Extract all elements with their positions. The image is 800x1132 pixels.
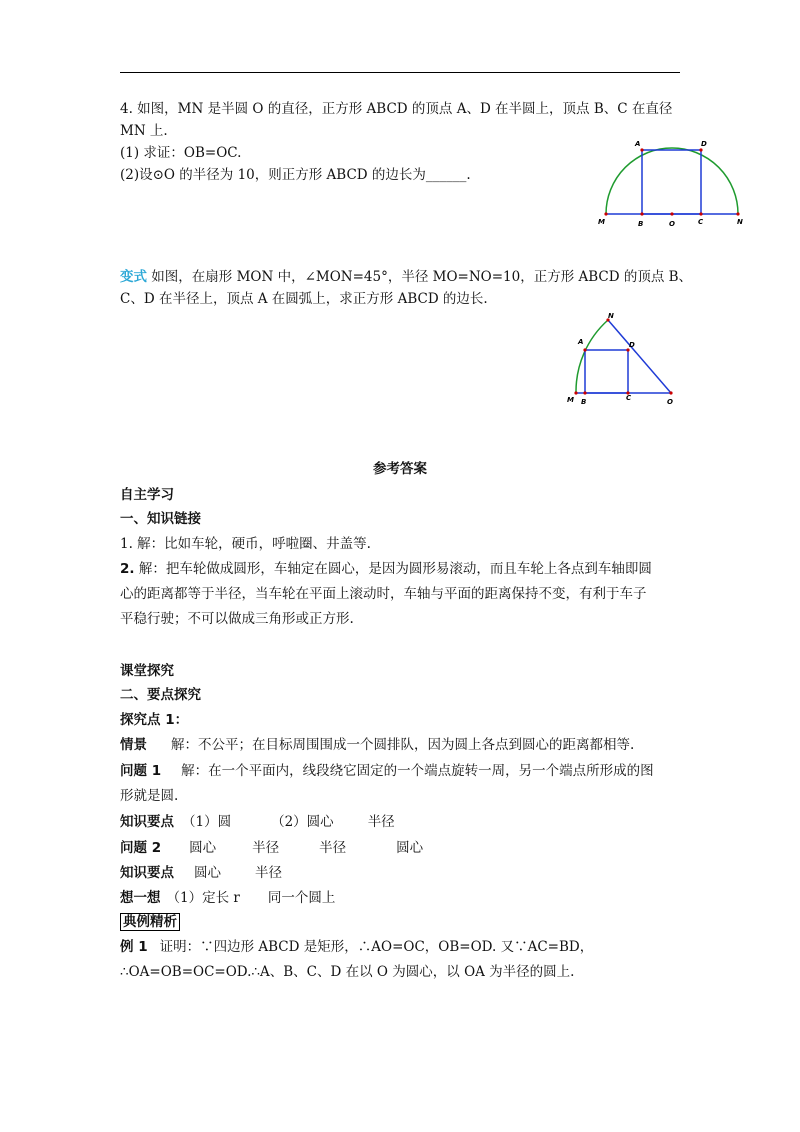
- think-b: 同一个圆上: [267, 890, 336, 906]
- kp1-label: 知识要点: [120, 814, 174, 830]
- kp1-a: （1）圆: [182, 814, 232, 830]
- q2-c: 半径: [319, 840, 347, 856]
- example-header-row: [120, 913, 180, 931]
- sector-figure: [563, 308, 683, 408]
- problem4-part2: (2)设⊙O 的半径为 10，则正方形 ABCD 的边长为______.: [120, 167, 471, 183]
- q2-label: 问题 2: [120, 840, 162, 856]
- variant-line2: C、D 在半径上，顶点 A 在圆弧上，求正方形 ABCD 的边长.: [120, 291, 488, 307]
- sector-arc: [576, 320, 608, 393]
- label-d: D: [701, 140, 707, 148]
- scene-text: 解：不公平；在目标周围围成一个圆排队，因为圆上各点到圆心的距离都相等.: [171, 737, 635, 753]
- semicircle-figure: [592, 136, 752, 232]
- label-m: M: [567, 396, 574, 404]
- kp2-label: 知识要点: [120, 865, 174, 881]
- label-m: M: [598, 218, 605, 226]
- label-n: N: [608, 312, 614, 320]
- kp1-row: [120, 813, 395, 831]
- label-d: D: [629, 341, 635, 349]
- example1-label: 例 1: [120, 939, 148, 955]
- header-rule: [120, 72, 680, 73]
- answer2-text1: 解：把车轮做成圆形，车轴定在圆心，是因为圆形易滚动，而且车轮上各点到车轴即圆: [134, 561, 652, 577]
- example1-line2: ∴OA=OB=OC=OD.∴A、B、C、D 在以 O 为圆心，以 OA 为半径的圆上.: [120, 964, 575, 980]
- answer2-line1: [120, 560, 652, 578]
- label-a: A: [578, 338, 584, 346]
- self-study-heading: 自主学习: [120, 487, 174, 503]
- kp1-c: 半径: [367, 814, 395, 830]
- problem4-part1: (1) 求证：OB=OC.: [120, 145, 242, 161]
- example-header: 典例精析: [120, 913, 180, 931]
- example1-row: [120, 938, 593, 956]
- kp1-b: （2）圆心: [271, 814, 334, 830]
- variant-tag: 变式: [120, 269, 147, 285]
- variant-line1: [120, 268, 692, 286]
- think-a: （1）定长 r: [166, 890, 240, 906]
- q2-d: 圆心: [396, 840, 424, 856]
- square-abcd: [642, 150, 701, 214]
- think-label: 想一想: [120, 890, 161, 906]
- label-n: N: [737, 218, 743, 226]
- answer2-line2: 心的距离都等于半径，当车轮在平面上滚动时，车轴与平面的距离保持不变，有利于车子: [120, 586, 647, 602]
- q2-b: 半径: [252, 840, 280, 856]
- answer2-line3: 平稳行驶；不可以做成三角形或正方形.: [120, 611, 354, 627]
- label-a: A: [635, 140, 641, 148]
- kp2-b: 半径: [255, 865, 282, 881]
- think-row: [120, 889, 335, 907]
- q1-row: [120, 762, 654, 780]
- scene-label: 情景: [120, 737, 147, 753]
- label-b: B: [638, 220, 644, 228]
- label-o: O: [669, 220, 675, 228]
- problem4-line1: 4. 如图，MN 是半圆 O 的直径，正方形 ABCD 的顶点 A、D 在半圆上，顶点 B、C 在直径: [120, 101, 673, 117]
- label-c: C: [698, 218, 704, 226]
- semicircle-arc: [606, 148, 738, 214]
- kp2-row: [120, 864, 282, 882]
- class-explore-heading: 课堂探究: [120, 663, 174, 679]
- kp2-a: 圆心: [194, 865, 221, 881]
- section2-heading: 二、要点探究: [120, 687, 201, 703]
- section1-heading: 一、知识链接: [120, 511, 201, 527]
- scene-row: [120, 736, 634, 754]
- label-o: O: [667, 398, 673, 406]
- answers-title: 参考答案: [373, 461, 427, 477]
- label-c: C: [626, 394, 632, 402]
- label-b: B: [581, 398, 587, 406]
- q2-row: [120, 839, 423, 857]
- q1-label: 问题 1: [120, 763, 162, 779]
- variant-text1: 如图，在扇形 MON 中，∠MON=45°，半径 MO=NO=10，正方形 ABCD 的顶点 B、: [147, 269, 693, 285]
- square-abcd-variant: [585, 350, 628, 393]
- answer1: 1. 解：比如车轮，硬币，呼啦圈、井盖等.: [120, 536, 371, 552]
- point1-heading: 探究点 1：: [120, 712, 189, 728]
- q1-line2: 形就是圆.: [120, 788, 179, 804]
- problem4-line2: MN 上.: [120, 123, 168, 139]
- example1-text1: 证明：∵四边形 ABCD 是矩形，∴AO=OC，OB=OD. 又∵AC=BD，: [159, 939, 594, 955]
- q2-a: 圆心: [189, 840, 217, 856]
- answer2-number: 2.: [120, 561, 135, 577]
- q1-text1: 解：在一个平面内，线段绕它固定的一个端点旋转一周，另一个端点所形成的图: [181, 763, 654, 779]
- radius-on: [608, 320, 671, 393]
